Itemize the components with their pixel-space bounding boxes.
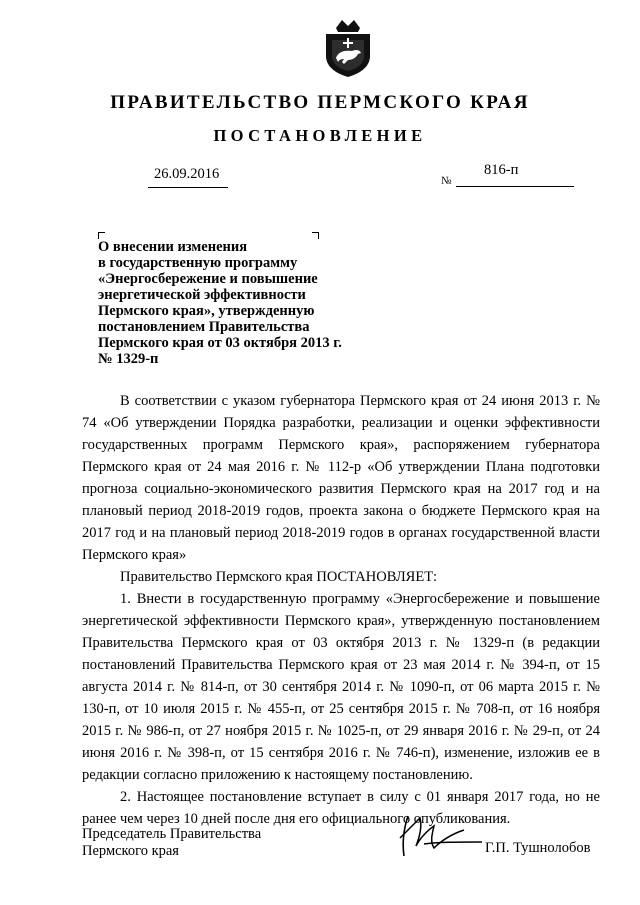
document-body xyxy=(82,390,600,830)
paragraph-item-1: 1. Внести в государственную программу «Энергосбережение и повышение энергетической эффективности Пермского края», утвержденную постановлением Правительства Пермского края от 03 октября 2013 г. № 1329-п (в редакции постановлений Правительства Пермского края от 23 мая 2014 г. № 394-п, от 15 августа 2014 г. № 814-п, от 30 сентября 2014 г. № 1090-п, от 06 марта 2015 г. № 130-п, от 10 июля 2015 г. № 455-п, от 25 сентября 2015 г. № 708-п, от 16 ноября 2015 г. № 986-п, от 27 ноября 2015 г. № 1025-п, от 29 января 2016 г. № 29-п, от 24 июня 2016 г. № 398-п, от 15 сентября 2016 г. № 746-п), изменение, изложив ее в редакции согласно приложению к настоящему постановлению. xyxy=(82,591,600,783)
document-date: 26.09.2016 xyxy=(154,166,220,182)
coat-of-arms-icon xyxy=(322,18,374,78)
document-subject xyxy=(98,239,398,367)
paragraph-preamble: В соответствии с указом губернатора Пермского края от 24 июня 2013 г. № 74 «Об утверждении Порядка разработки, реализации и оценки эффективности государственных программ Пермского края», распоряжением губернатора Пермского края от 24 мая 2016 г. № 112-р «Об утверждении Плана подготовки прогноза социально-экономического развития Пермского края на 2017 год и на плановый период 2018-2019 годов, проекта закона о бюджете Пермского края на 2017 год и на плановый период 2018-2019 годов в органах государственной власти Пермского края» xyxy=(82,393,600,563)
subject-line: в государственную программу xyxy=(98,255,298,271)
document-type: ПОСТАНОВЛЕНИЕ xyxy=(213,126,427,145)
document-number: 816-п xyxy=(484,162,519,178)
subject-line: № 1329-п xyxy=(98,351,159,367)
paragraph-item-2: 2. Настоящее постановление вступает в силу с 01 января 2017 года, но не ранее чем через 10 дней после дня его официального опубликования. xyxy=(82,789,600,827)
subject-line: Пермского края», утвержденную xyxy=(98,303,315,319)
position-line: Председатель Правительства xyxy=(82,826,262,842)
position-line: Пермского края xyxy=(82,843,179,859)
paragraph-resolves: Правительство Пермского края ПОСТАНОВЛЯЕТ: xyxy=(120,569,438,585)
subject-line: «Энергосбережение и повышение xyxy=(98,271,318,287)
number-sign: № xyxy=(441,175,452,187)
government-title: ПРАВИТЕЛЬСТВО ПЕРМСКОГО КРАЯ xyxy=(110,92,530,113)
signatory-name: Г.П. Тушнолобов xyxy=(485,840,591,856)
handwritten-signature xyxy=(394,808,484,862)
signatory-position xyxy=(82,826,261,860)
subject-line: Пермского края от 03 октября 2013 г. xyxy=(98,335,342,351)
subject-line: энергетической эффективности xyxy=(98,287,306,303)
subject-line: О внесении изменения xyxy=(98,239,248,255)
subject-line: постановлением Правительства xyxy=(98,319,310,335)
subject-corner-left xyxy=(98,232,105,239)
subject-corner-right xyxy=(312,232,319,239)
date-underline xyxy=(148,187,228,188)
number-underline xyxy=(456,186,574,187)
